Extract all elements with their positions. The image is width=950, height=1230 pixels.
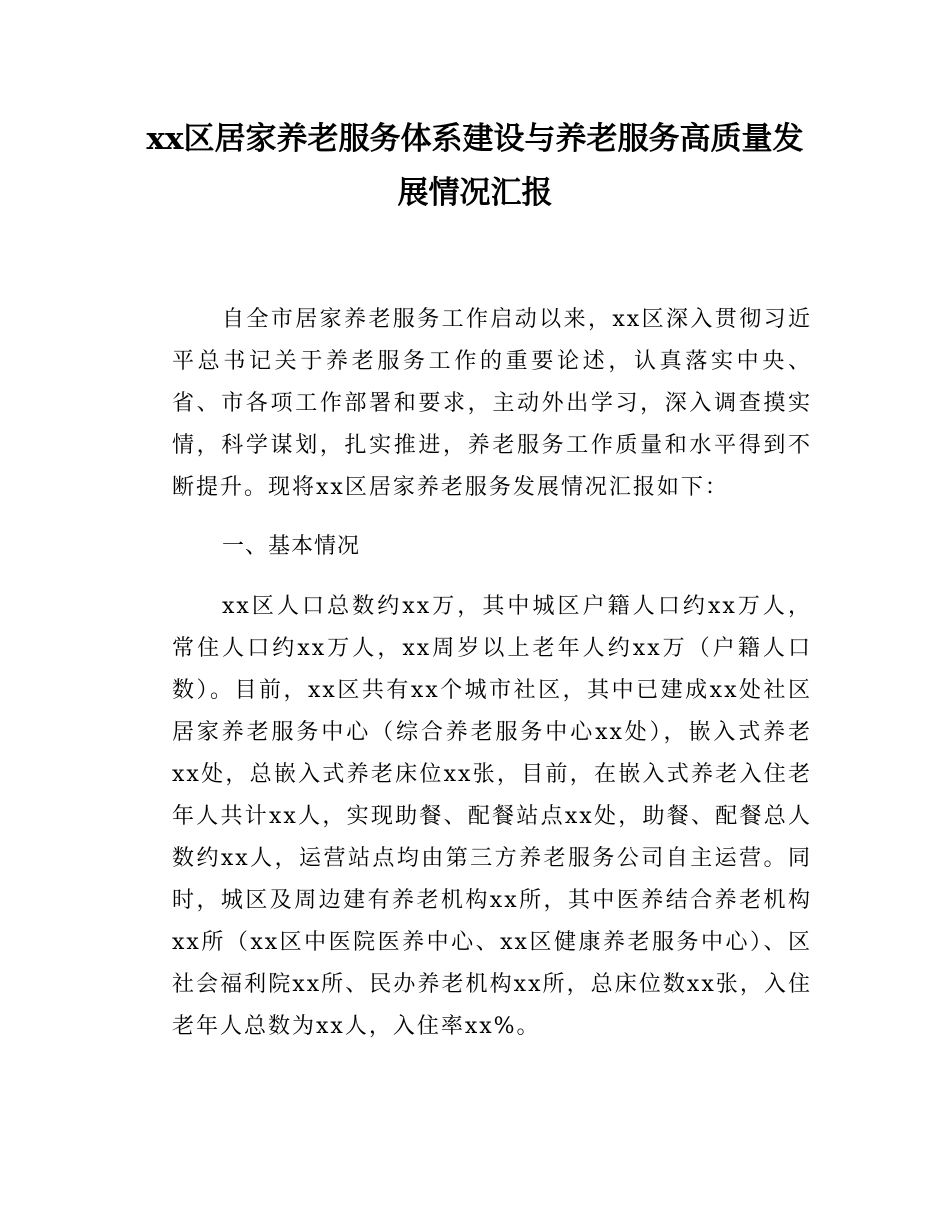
intro-paragraph: 自全市居家养老服务工作启动以来，xx区深入贯彻习近平总书记关于养老服务工作的重要论述，认真落实中央、省、市各项工作部署和要求，主动外出学习，深入调查摸实情，科学谋划，扎实推进，养老服务工作质量和水平得到不断提升。现将xx区居家养老服务发展情况汇报如下：: [172, 307, 812, 500]
document-title: xx区居家养老服务体系建设与养老服务高质量发展情况汇报: [146, 121, 804, 211]
basic-situation-paragraph: xx区人口总数约xx万，其中城区户籍人口约xx万人，常住人口约xx万人，xx周岁以上老年人约xx万（户籍人口数）。目前，xx区共有xx个城市社区，其中已建成xx处社区居家养老服务中心（综合养老服务中心xx处），嵌入式养老xx处，总嵌入式养老床位xx张，目前，在嵌入式养老入住老年人共计xx人，实现助餐、配餐站点xx处，助餐、配餐总人数约xx人，运营站点均由第三方养老服务公司自主运营。同时，城区及周边建有养老机构xx所，其中医养结合养老机构xx所（xx区中医院医养中心、xx区健康养老服务中心）、区社会福利院xx所、民办养老机构xx所，总床位数xx张，入住老年人总数为xx人，入住率xx%。: [172, 594, 812, 1039]
section-heading: 一、基本情况: [222, 534, 361, 559]
